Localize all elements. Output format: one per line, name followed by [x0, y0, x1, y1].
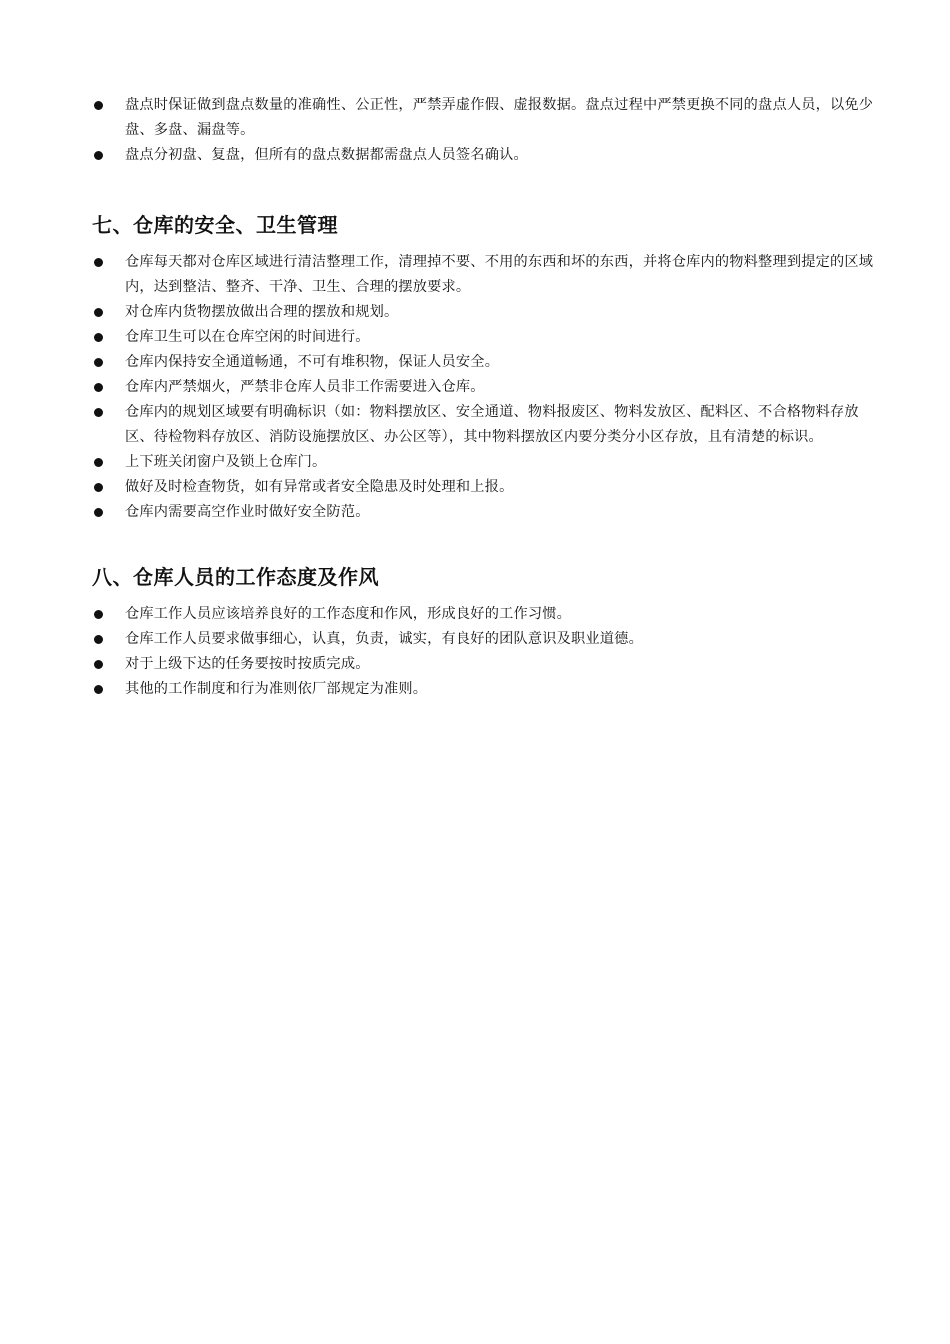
section-7-heading: 七、仓库的安全、卫生管理 [92, 213, 338, 237]
bullet-icon [94, 483, 103, 492]
list-item [92, 450, 884, 475]
bullet-icon [94, 151, 103, 160]
section-8-bullet-list [92, 602, 884, 702]
list-item-text: 上下班关闭窗户及锁上仓库门。 [125, 454, 327, 470]
list-item-text: 仓库内需要高空作业时做好安全防范。 [125, 504, 370, 520]
bullet-icon [94, 333, 103, 342]
list-item [92, 677, 884, 702]
bullet-icon [94, 101, 103, 110]
list-item-text: 仓库内严禁烟火，严禁非仓库人员非工作需要进入仓库。 [125, 379, 485, 395]
bullet-icon [94, 635, 103, 644]
bullet-icon [94, 308, 103, 317]
list-item-text: 仓库工作人员应该培养良好的工作态度和作风，形成良好的工作习惯。 [125, 606, 572, 622]
list-item-text: 对于上级下达的任务要按时按质完成。 [125, 656, 370, 672]
list-item [92, 250, 884, 300]
list-item [92, 350, 884, 375]
list-item-text: 对仓库内货物摆放做出合理的摆放和规划。 [125, 304, 399, 320]
document-content [92, 93, 884, 702]
bullet-icon [94, 458, 103, 467]
bullet-icon [94, 383, 103, 392]
list-item [92, 652, 884, 677]
list-item-text: 仓库内保持安全通道畅通，不可有堆积物，保证人员安全。 [125, 354, 500, 370]
bullet-icon [94, 660, 103, 669]
bullet-icon [94, 685, 103, 694]
list-item [92, 300, 884, 325]
list-item [92, 627, 884, 652]
list-item-text: 仓库工作人员要求做事细心，认真，负责，诚实，有良好的团队意识及职业道德。 [125, 631, 643, 647]
list-item-text: 盘点分初盘、复盘，但所有的盘点数据都需盘点人员签名确认。 [125, 147, 528, 163]
list-item-text: 仓库卫生可以在仓库空闲的时间进行。 [125, 329, 370, 345]
list-item-text: 盘点时保证做到盘点数量的准确性、公正性，严禁弄虚作假、虚报数据。盘点过程中严禁更换不同的盘点人员，以免少盘、多盘、漏盘等。 [125, 97, 874, 138]
list-item-text: 仓库内的规划区域要有明确标识（如：物料摆放区、安全通道、物料报废区、物料发放区、配料区、不合格物料存放区、待检物料存放区、消防设施摆放区、办公区等），其中物料摆放区内要分类分小区存放，且有清楚的标识。 [125, 404, 859, 445]
list-item-text: 做好及时检查物货，如有异常或者安全隐患及时处理和上报。 [125, 479, 514, 495]
bullet-icon [94, 408, 103, 417]
intro-bullet-list [92, 93, 884, 168]
section-7-bullet-list [92, 250, 884, 525]
bullet-icon [94, 508, 103, 517]
list-item-text: 其他的工作制度和行为准则依厂部规定为准则。 [125, 681, 428, 697]
bullet-icon [94, 358, 103, 367]
bullet-icon [94, 610, 103, 619]
list-item [92, 325, 884, 350]
bullet-icon [94, 258, 103, 267]
list-item [92, 500, 884, 525]
list-item [92, 375, 884, 400]
section-8-heading: 八、仓库人员的工作态度及作风 [92, 565, 379, 589]
list-item [92, 93, 884, 143]
list-item-text: 仓库每天都对仓库区域进行清洁整理工作，清理掉不要、不用的东西和坏的东西，并将仓库内的物料整理到提定的区域内，达到整洁、整齐、干净、卫生、合理的摆放要求。 [125, 254, 874, 295]
list-item [92, 475, 884, 500]
list-item [92, 602, 884, 627]
list-item [92, 400, 884, 450]
list-item [92, 143, 884, 168]
